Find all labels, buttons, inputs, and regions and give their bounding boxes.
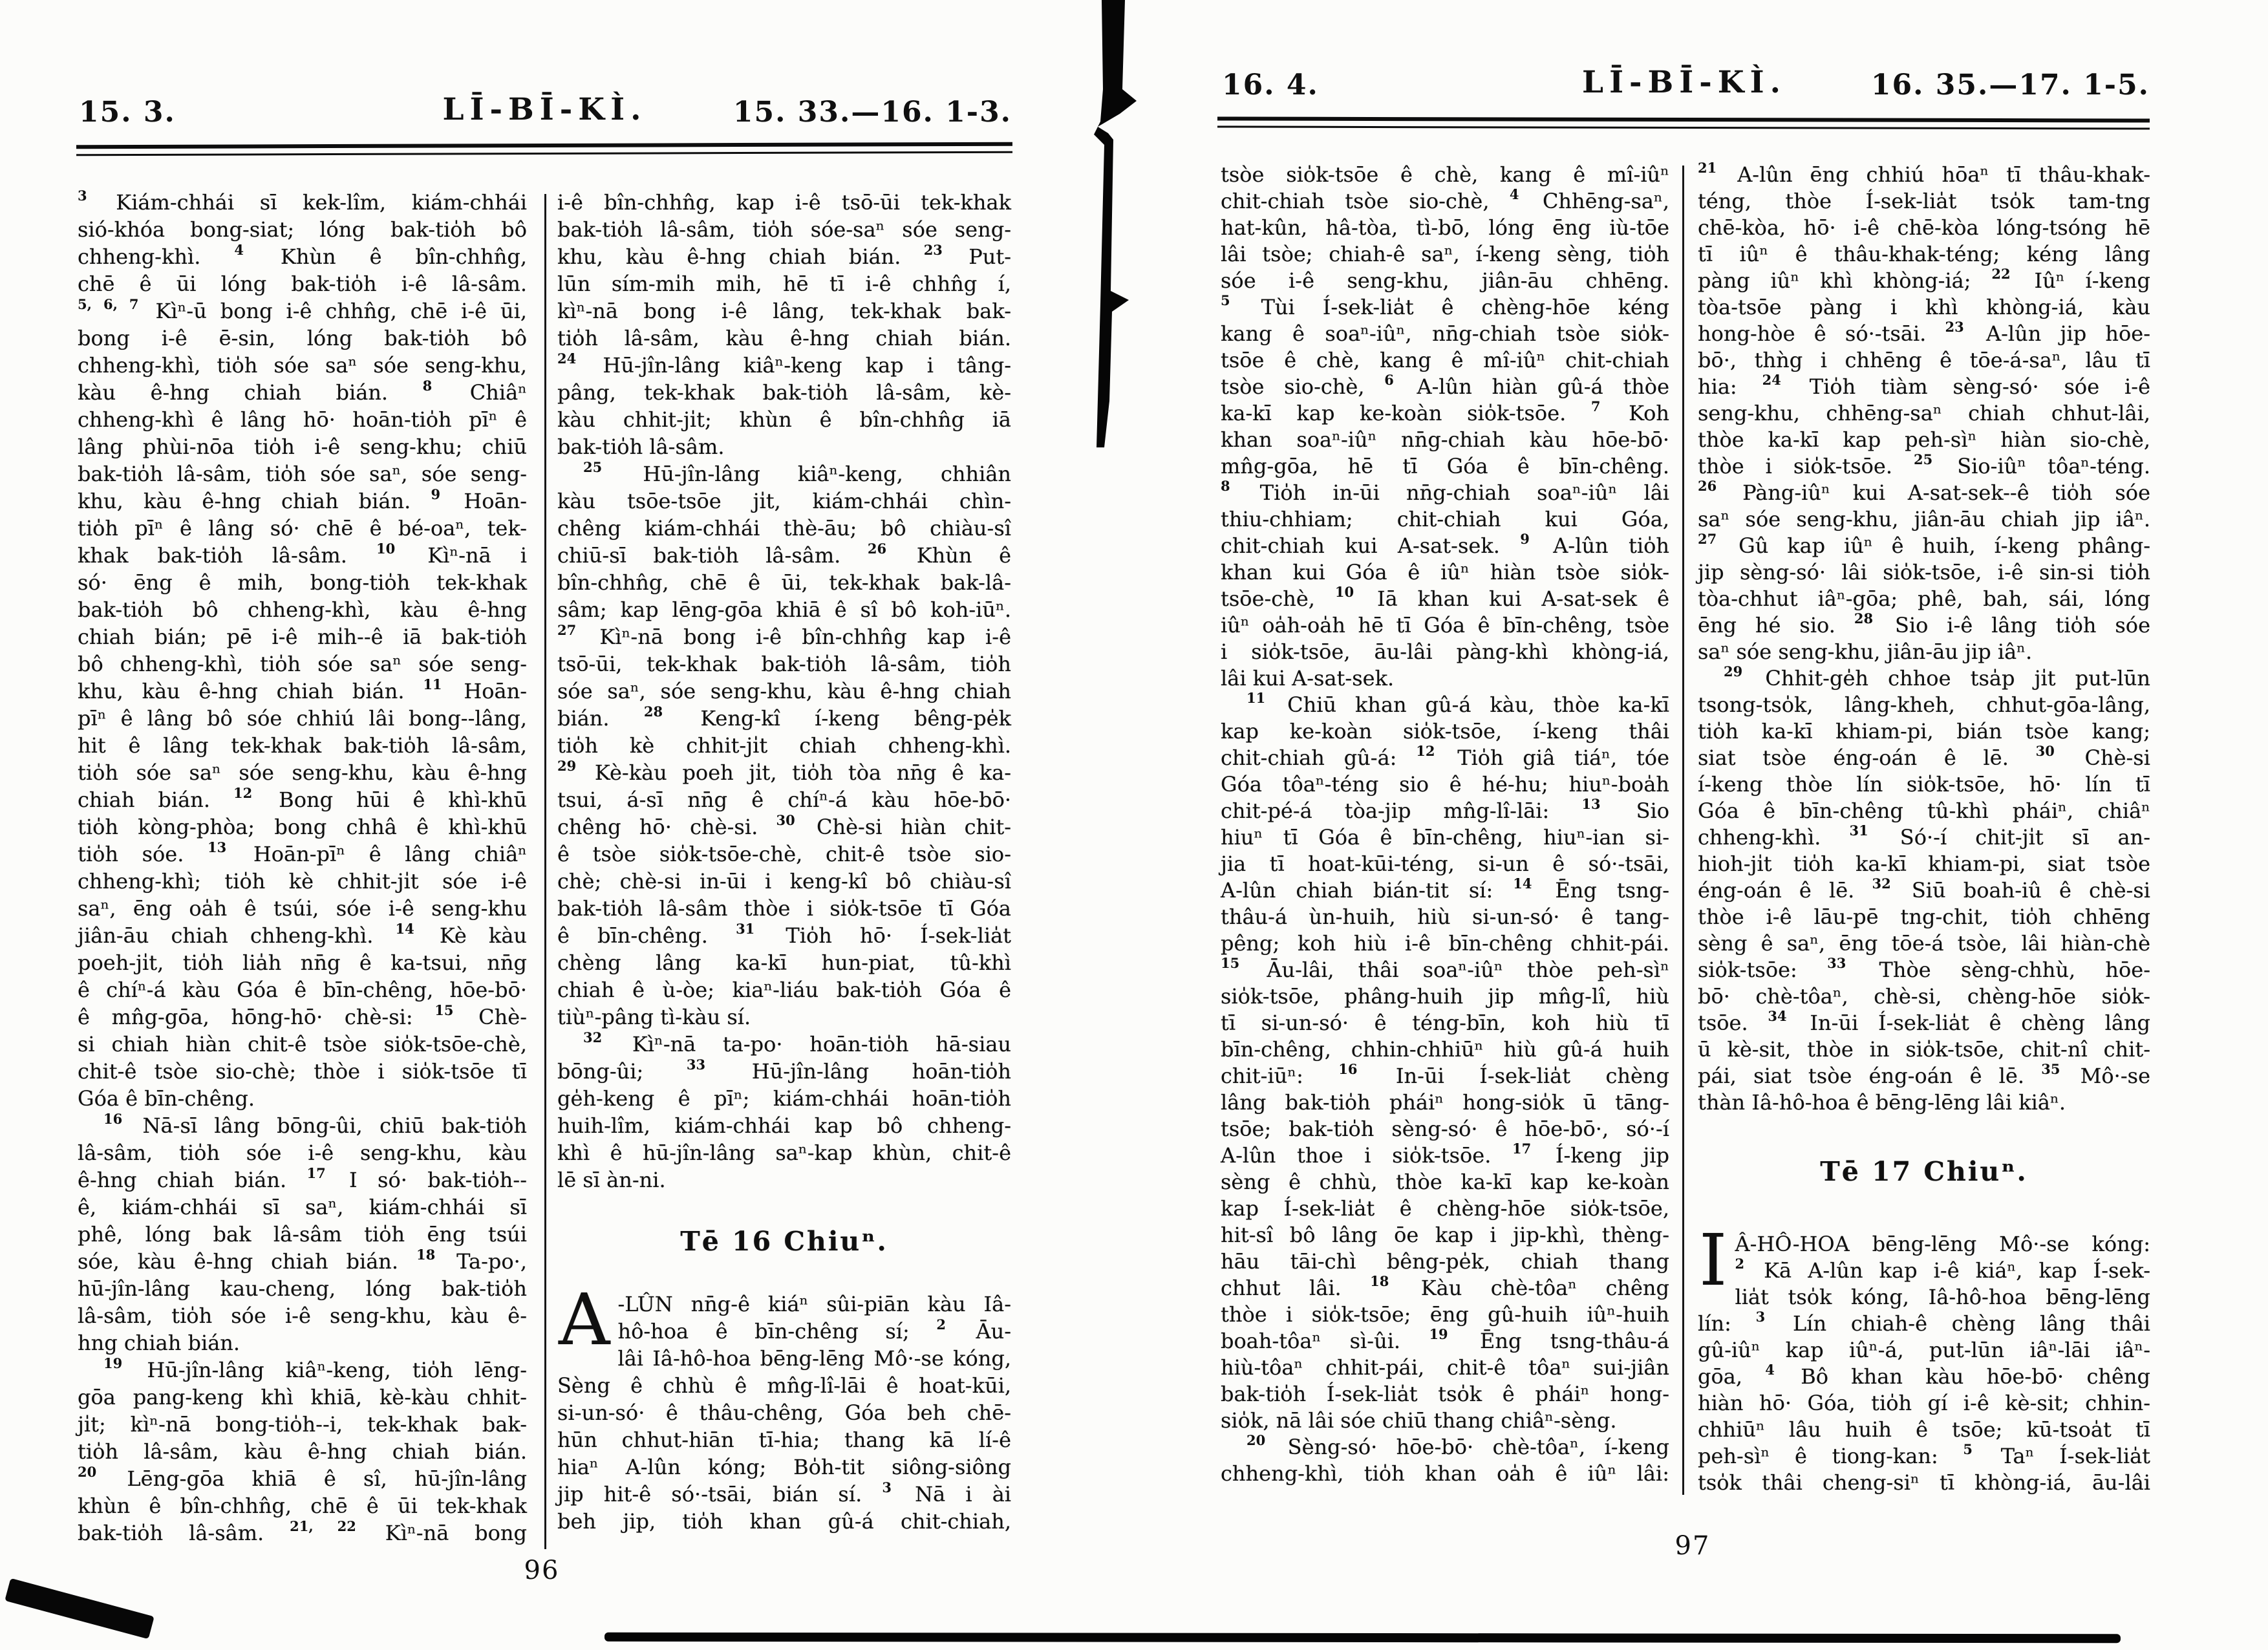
text-line: ka-kī kap ke-koàn sio̍k-tsōe. $^7$ Koh bbox=[1221, 398, 1669, 425]
text-line: A-lûn thoe i sio̍k-tsōe. $^{17}$ Í-keng jip bbox=[1221, 1141, 1669, 1168]
verse-number: 12 bbox=[233, 785, 253, 802]
text-line: kàu chhit-ji̍t; khùn ê bîn-chhn̂g iā bbox=[557, 407, 1011, 432]
text-line: $^2$ Kā A-lûn kap i-ê kiáⁿ, kap Í-sek- bbox=[1735, 1256, 2150, 1283]
text-line: tsōe. $^{34}$ In-ūi Í-sek-lia̍t ê chèng lâng bbox=[1698, 1008, 2151, 1035]
text-line: $^{11}$ Chiū khan gû-á kàu, thòe ka-kī bbox=[1246, 690, 1669, 717]
verse-number: 27 bbox=[1698, 531, 1717, 548]
text-column bbox=[1698, 162, 2150, 1496]
text-line: $^{15}$ Āu-lâi, thâi soaⁿ-iûⁿ thòe peh-sìⁿ bbox=[1221, 955, 1669, 982]
text-line: Góa ê bīn-chêng tû-khì pháiⁿ, chiâⁿ bbox=[1698, 798, 2150, 823]
drop-cap: I bbox=[1699, 1219, 1728, 1302]
text-line: hng chiah bián. bbox=[78, 1331, 241, 1355]
text-line: chit-chiah tsòe sio-chè, $^4$ Chhēng-saⁿ, bbox=[1221, 186, 1669, 213]
text-column bbox=[557, 189, 1011, 1535]
verse-number: 2 bbox=[936, 1316, 946, 1333]
text-line: poeh-ji̍t, tio̍h lia̍h nn̄g ê ka-tsui, nn̄g bbox=[78, 950, 527, 975]
text-line: sio̍k-tsōe: $^{33}$ Thòe sèng-chhù, hōe- bbox=[1698, 955, 2151, 982]
text-line: lia̍t tso̍k kóng, Iâ-hô-hoa bēng-lēng bbox=[1735, 1285, 2150, 1309]
text-line: sóe i-ê seng-khu, jiân-āu chhēng. bbox=[1221, 268, 1669, 293]
verse-number: 24 bbox=[1762, 372, 1781, 389]
text-line: kang ê soaⁿ-iûⁿ, nn̄g-chiah tsòe sio̍k- bbox=[1221, 321, 1669, 346]
text-line: tsòe sio-chè, $^6$ A-lûn hiàn gû-á thòe bbox=[1221, 372, 1670, 399]
text-line: chē-kòa, hō· i-ê chē-kòa lóng-tsóng hē bbox=[1698, 215, 2150, 240]
scan-edge-artifact bbox=[604, 1633, 2121, 1643]
verse-number: 28 bbox=[643, 703, 663, 720]
verse-number: 25 bbox=[1914, 451, 1933, 468]
chapter-opening bbox=[1698, 1219, 2151, 1496]
verse-number: 33 bbox=[686, 1056, 706, 1073]
text-line: $^{25}$ Hū-jîn-lâng kiâⁿ-keng, chhiân bbox=[583, 459, 1011, 486]
chapter-opening bbox=[557, 1278, 1012, 1535]
text-line: siat tsòe éng-oán ê lē. $^{30}$ Chè-si bbox=[1698, 743, 2151, 770]
text-line: tio̍h kè chhit-ji̍t chiah chheng-khì. bbox=[557, 733, 1011, 758]
verse-number: 14 bbox=[1513, 875, 1532, 892]
text-line: sâm; kap lēng-gōa khiā ê sî bô koh-iūⁿ. bbox=[557, 597, 1011, 622]
text-line: $^{29}$ Kè-kàu poeh ji̍t, tio̍h tòa nn̄g ê ka- bbox=[557, 758, 1011, 785]
text-line: chit-chiah kui A-sat-sek. $^9$ A-lûn tio̍h bbox=[1221, 531, 1670, 558]
text-line: $^{20}$ Lēng-gōa khiā ê sî, hū-jîn-lâng bbox=[78, 1464, 527, 1491]
text-line: Góa ê bīn-chêng. bbox=[78, 1086, 255, 1111]
text-line: Â-HÔ-HOA bēng-lēng Mô·-se kóng: bbox=[1735, 1232, 2150, 1256]
text-line: lâi tsòe; chiah-ê saⁿ, í-keng sèng, tio̍h bbox=[1221, 242, 1669, 266]
text-line: boah-tôaⁿ sì-ûi. $^{19}$ Ēng tsng-thâu-á bbox=[1221, 1326, 1670, 1353]
verse-number: 18 bbox=[1370, 1273, 1389, 1290]
text-line: lē sī àn-ni. bbox=[557, 1168, 666, 1192]
page-number: 97 bbox=[1674, 1531, 1711, 1561]
text-line: i sio̍k-tsōe, āu-lâi pàng-khì khòng-iá, bbox=[1221, 639, 1669, 664]
text-line: téng, thòe Í-sek-lia̍t tso̍k tam-tng bbox=[1698, 189, 2150, 213]
text-line: chheng-khì; tio̍h kè chhit-ji̍t sóe i-ê bbox=[78, 869, 527, 894]
text-line: chhut lâi. $^{18}$ Kàu chè-tôaⁿ chêng bbox=[1221, 1273, 1669, 1300]
text-line: mn̂g-gōa, hē tī Góa ê bīn-chêng. bbox=[1221, 454, 1669, 478]
text-line: khu, kàu ê-hng chiah bián. $^{11}$ Hoān- bbox=[78, 676, 528, 703]
text-line: hia: $^{24}$ Tio̍h tiàm sèng-só· sóe i-ê bbox=[1698, 372, 2151, 399]
text-line: $^{29}$ Chhit-ge̍h chhoe tsa̍p ji̍t put-lūn bbox=[1724, 663, 2150, 691]
text-line: tiùⁿ-pâng tì-kàu sí. bbox=[557, 1005, 751, 1029]
text-line: chè; chè-si in-ūi i keng-kî bô chiàu-sî bbox=[557, 869, 1011, 894]
text-line: chheng-khì, tio̍h sóe saⁿ sóe seng-khu, bbox=[78, 353, 527, 378]
verse-number: 18 bbox=[416, 1247, 436, 1263]
text-line: sio̍k-tsōe, phâng-huih jip mn̂g-lî, hiù bbox=[1221, 984, 1669, 1009]
text-line: pêng; koh hiù i-ê bīn-chêng chhit-pái. bbox=[1221, 931, 1669, 956]
text-line: sóe, kàu ê-hng chiah bián. $^{18}$ Ta-po·, bbox=[78, 1247, 528, 1274]
text-line: lâ-sâm, tio̍h sóe i-ê seng-khu, kàu ê- bbox=[78, 1303, 527, 1328]
text-line: ēng hé sio. $^{28}$ Sio i-ê lâng tio̍h sóe bbox=[1698, 610, 2150, 638]
text-line: tio̍h ka-kī khiam-pi, bián tsòe kang; bbox=[1698, 719, 2150, 744]
text-line: tòa-tsōe pàng i khì khòng-iá, kàu bbox=[1698, 295, 2150, 319]
verse-number: 26 bbox=[867, 541, 887, 557]
verse-number: 12 bbox=[1416, 743, 1435, 760]
verse-number: 9 bbox=[1520, 531, 1530, 548]
text-line: sóe saⁿ, sóe seng-khu, kàu ê-hng chiah bbox=[557, 679, 1011, 703]
book-spine-shadow bbox=[1068, 0, 1159, 491]
text-line: ge̍h-keng ê pīⁿ; kiám-chhái hoān-tio̍h bbox=[557, 1086, 1011, 1111]
verse-number: 5, 6, 7 bbox=[78, 296, 139, 313]
text-line: pái, siat tsòe éng-oán ê lē. $^{35}$ Mô·-se bbox=[1698, 1061, 2151, 1088]
text-line: chit-iūⁿ: $^{16}$ In-ūi Í-sek-lia̍t chèng bbox=[1221, 1061, 1670, 1088]
verse-number: 7 bbox=[1590, 398, 1601, 415]
verse-number: 25 bbox=[583, 459, 603, 476]
text-line: bak-tio̍h Í-sek-lia̍t tso̍k ê pháiⁿ hong- bbox=[1221, 1382, 1669, 1406]
text-line: lūn sím-mi̍h mi̍h, hē tī i-ê chhn̂g í, bbox=[557, 272, 1011, 296]
text-line: lâi kui A-sat-sek. bbox=[1221, 666, 1395, 691]
verse-number: 14 bbox=[395, 921, 414, 938]
text-column bbox=[78, 189, 527, 1547]
text-line: thiu-chhiam; chit-chiah kui Góa, bbox=[1221, 507, 1669, 531]
text-line: jip sèng-só· lâi sio̍k-tsōe, i-ê sin-si tio̍h bbox=[1698, 560, 2150, 584]
text-line: hat-kûn, hâ-tòa, tì-bō, lóng ēng iù-tōe bbox=[1221, 215, 1669, 240]
verse-number: 31 bbox=[736, 921, 755, 938]
text-line: gû-iûⁿ kap iûⁿ-á, put-lūn iâⁿ-lāi iâⁿ- bbox=[1698, 1338, 2150, 1362]
text-line: chiah bián. $^{12}$ Bong hūi ê khì-khū bbox=[78, 785, 527, 812]
text-line: chèng lâng ka-kī hun-piat, tû-khì bbox=[557, 950, 1011, 975]
page-number: 96 bbox=[524, 1556, 560, 1585]
text-line: $^{26}$ Pàng-iûⁿ kui A-sat-sek--ê tio̍h sóe bbox=[1698, 478, 2150, 505]
text-line: $^5$ Tùi Í-sek-lia̍t ê chèng-hōe kéng bbox=[1221, 292, 1669, 319]
text-line: bak-tio̍h lâ-sâm, tio̍h sóe saⁿ, sóe seng- bbox=[78, 462, 527, 486]
verse-number: 11 bbox=[1246, 690, 1266, 707]
text-line: hong-hòe ê só·-tsāi. $^{23}$ A-lûn jip hōe- bbox=[1698, 319, 2150, 346]
text-line: $^{24}$ Hū-jîn-lâng kiâⁿ-keng kap i tâng- bbox=[557, 350, 1011, 378]
verse-number: 30 bbox=[2035, 743, 2055, 760]
text-line: $^{21}$ A-lûn ēng chhiú hōaⁿ tī thâu-khak- bbox=[1698, 160, 2150, 187]
verse-number: 6 bbox=[1384, 372, 1394, 389]
text-line: tio̍h lâ-sâm, kàu ê-hng chiah bián. bbox=[78, 1439, 527, 1464]
verse-number: 4 bbox=[1509, 186, 1519, 203]
verse-number: 27 bbox=[557, 622, 577, 639]
text-line: phê, lóng bak lâ-sâm tio̍h ēng tsúi bbox=[78, 1222, 527, 1247]
verse-number: 2 bbox=[1735, 1256, 1745, 1272]
column-divider bbox=[544, 194, 546, 1549]
text-line: ê bīn-chêng. $^{31}$ Tio̍h hō· Í-sek-lia̍t bbox=[557, 921, 1012, 948]
verse-number: 33 bbox=[1827, 955, 1846, 972]
text-line: bō·, thǹg i chhēng ê tōe-á-saⁿ, lâu tī bbox=[1698, 348, 2150, 372]
text-line: chiū-sī bak-tio̍h lâ-sâm. $^{26}$ Khùn ê bbox=[557, 541, 1012, 568]
text-line: tsōe-chè, $^{10}$ Iā khan kui A-sat-sek ê bbox=[1221, 584, 1670, 611]
text-line: chheng-khì ê lâng hō· hoān-tio̍h pīⁿ ê bbox=[78, 407, 527, 432]
text-line: beh jip, tio̍h khan gû-á chit-chiah, bbox=[557, 1509, 1011, 1534]
verse-number: 21, 22 bbox=[290, 1518, 356, 1535]
text-line: tsong-tso̍k, lâng-kheh, chhut-gōa-lâng, bbox=[1698, 692, 2150, 717]
text-line: iûⁿ oa̍h-oa̍h hē tī Góa ê bīn-chêng, tsòe bbox=[1221, 613, 1669, 638]
text-line: khan kui Góa ê iûⁿ hiàn tsòe sio̍k- bbox=[1221, 560, 1669, 584]
text-line: chêng kiám-chhái thè-āu; bô chiàu-sî bbox=[557, 516, 1011, 541]
text-line: bak-tio̍h bô chheng-khì, kàu ê-hng bbox=[78, 597, 527, 622]
text-line: A-lûn chiah bián-tit sí: $^{14}$ Ēng tsng- bbox=[1221, 875, 1670, 903]
text-line: ê chíⁿ-á kàu Góa ê bīn-chêng, hōe-bō· bbox=[78, 978, 527, 1002]
text-line: bîn-chhn̂g, chē ê ūi, tek-khak bak-lâ- bbox=[557, 570, 1011, 595]
verse-ref-right: 16. 35.—17. 1-5. bbox=[1870, 69, 2150, 102]
verse-number: 23 bbox=[1945, 319, 1964, 336]
text-line: khu, kàu ê-hng chiah bián. $^{23}$ Put- bbox=[557, 242, 1012, 269]
verse-number: 20 bbox=[1246, 1432, 1266, 1449]
text-line: hô-hoa ê bīn-chêng sí; $^2$ Āu- bbox=[617, 1316, 1012, 1344]
text-line: bō· chè-tôaⁿ, chè-si, chèng-hōe sio̍k- bbox=[1698, 984, 2150, 1009]
text-line: thàn Iâ-hô-hoa ê bēng-lēng lâi kiâⁿ. bbox=[1698, 1090, 2066, 1115]
text-line: kap Í-sek-lia̍t ê chèng-hōe sio̍k-tsōe, bbox=[1221, 1196, 1669, 1221]
text-line: $^{20}$ Sèng-só· hōe-bō· chè-tôaⁿ, í-keng bbox=[1246, 1432, 1669, 1459]
text-line: ê, kiám-chhái sī saⁿ, kiám-chhái sī bbox=[78, 1195, 527, 1219]
text-line: pīⁿ ê lâng bô sóe chhiú lâi bong--lâng, bbox=[78, 706, 527, 731]
text-line: í-keng thòe lín sio̍k-tsōe, hō· lín tī bbox=[1698, 772, 2150, 797]
text-line: gōa, $^4$ Bô khan kàu hōe-bō· chêng bbox=[1698, 1362, 2151, 1389]
text-line: saⁿ, ēng oa̍h ê tsúi, sóe i-ê seng-khu bbox=[78, 896, 527, 921]
verse-number: 3 bbox=[1755, 1309, 1766, 1325]
verse-number: 13 bbox=[1581, 796, 1601, 813]
text-line: si-un-só· ê thâu-chêng, Góa beh chē- bbox=[557, 1400, 1011, 1425]
verse-number: 23 bbox=[923, 242, 943, 259]
verse-number: 35 bbox=[2041, 1061, 2060, 1078]
text-line: hiuⁿ tī Góa ê bīn-chêng, hiuⁿ-ian si- bbox=[1221, 825, 1669, 850]
text-line: khak bak-tio̍h lâ-sâm. $^{10}$ Kìⁿ-nā i bbox=[78, 541, 528, 568]
verse-number: 17 bbox=[306, 1165, 326, 1182]
text-line: hit ê lâng tek-khak bak-tio̍h lâ-sâm, bbox=[78, 733, 527, 758]
text-line: bián. $^{28}$ Keng-kî í-keng bêng-pe̍k bbox=[557, 703, 1011, 731]
verse-number: 30 bbox=[776, 812, 795, 829]
text-line: jiân-āu chiah chheng-khì. $^{14}$ Kè kàu bbox=[78, 921, 528, 948]
text-line: tsōe; bak-tio̍h sèng-só· ê hōe-bō·, só·-í bbox=[1221, 1117, 1669, 1141]
text-line: kap ke-koàn sio̍k-tsōe, í-keng thâi bbox=[1221, 719, 1669, 744]
text-line: chheng-khì. $^{31}$ Só·-í chit-ji̍t sī an- bbox=[1698, 822, 2151, 850]
text-line: saⁿ sóe seng-khu, jiân-āu jip iâⁿ. bbox=[1698, 639, 2033, 664]
text-line: Góa tôaⁿ-téng sio ê hé-hu; hiuⁿ-boa̍h bbox=[1221, 772, 1669, 797]
verse-ref-right: 15. 33.—16. 1-3. bbox=[733, 96, 1012, 129]
text-line: chêng hō· chè-si. $^{30}$ Chè-si hiàn chit- bbox=[557, 812, 1012, 839]
text-line: ê mn̂g-gōa, hōng-hō· chè-si: $^{15}$ Chè- bbox=[78, 1002, 528, 1029]
text-line: $^{27}$ Kìⁿ-nā bong i-ê bîn-chhn̂g kap i-ê bbox=[557, 622, 1011, 649]
text-line: gōa pang-keng khì khiā, kè-kàu chhit- bbox=[78, 1385, 527, 1409]
verse-number: 31 bbox=[1849, 822, 1868, 839]
verse-number: 32 bbox=[1872, 875, 1891, 892]
text-line: ji̍t; kìⁿ-nā bong-tio̍h--i, tek-khak bak- bbox=[78, 1412, 527, 1437]
verse-number: 16 bbox=[103, 1111, 123, 1128]
text-line: sèng ê chhù, thòe ka-kī kap ke-koàn bbox=[1221, 1170, 1669, 1194]
text-line: tòa-chhut iâⁿ-gōa; phê, bah, sái, lóng bbox=[1698, 586, 2150, 611]
verse-number: 11 bbox=[423, 676, 442, 693]
verse-number: 29 bbox=[1724, 663, 1743, 680]
verse-number: 15 bbox=[1221, 955, 1240, 972]
text-line: hiù-tôaⁿ chhit-pái, chit-ê tôaⁿ sui-jiân bbox=[1221, 1355, 1669, 1380]
verse-number: 17 bbox=[1512, 1141, 1532, 1157]
text-line: khùn ê bîn-chhn̂g, chē ê ūi tek-khak bbox=[78, 1494, 527, 1518]
text-line: hiaⁿ A-lûn kóng; Bo̍h-tit siông-siông bbox=[557, 1455, 1011, 1479]
text-line: chiah bián; pē i-ê mi̍h--ê iā bak-tio̍h bbox=[78, 625, 527, 649]
text-line: $^{5, 6, 7}$ Kìⁿ-ū bong i-ê chhn̂g, chē i-ê ūi, bbox=[78, 296, 527, 323]
verse-number: 21 bbox=[1698, 160, 1717, 177]
text-line: hūn chhut-hiān tī-hia; thang kā lí-ê bbox=[557, 1428, 1011, 1452]
text-line: pàng iûⁿ khì khòng-iá; $^{22}$ Iûⁿ í-keng bbox=[1698, 266, 2151, 293]
text-line: chheng-khì. $^4$ Khùn ê bîn-chhn̂g, bbox=[78, 242, 528, 269]
text-line: i-ê bîn-chhn̂g, kap i-ê tsō-ūi tek-khak bbox=[557, 190, 1011, 215]
text-line: jia tī hoat-kūi-téng, si-un ê só·-tsāi, bbox=[1221, 852, 1669, 876]
text-line: thâu-á ùn-huih, hiù si-un-só· ê tang- bbox=[1221, 905, 1669, 929]
text-line: $^{19}$ Hū-jîn-lâng kiâⁿ-keng, tio̍h lēng- bbox=[103, 1355, 527, 1382]
text-line: bak-tio̍h lâ-sâm. $^{21, 22}$ Kìⁿ-nā bong bbox=[78, 1518, 527, 1545]
text-line: sio̍k, nā lâi sóe chiū thang chiâⁿ-sèng. bbox=[1221, 1408, 1617, 1433]
chapter-heading: Tē 17 Chiuⁿ. bbox=[1820, 1156, 2028, 1187]
text-line: chhiūⁿ lâu huih ê tsōe; kū-tsoa̍t tī bbox=[1698, 1417, 2150, 1442]
text-line: $^{27}$ Gû kap iûⁿ ê huih, í-keng phâng- bbox=[1698, 531, 2150, 558]
text-line: jip hit-ê só·-tsāi, bián sí. $^3$ Nā i ài bbox=[557, 1479, 1012, 1506]
text-line: $^3$ Kiám-chhái sī kek-lîm, kiám-chhái bbox=[78, 188, 527, 215]
text-line: tsō-ūi, tek-khak bak-tio̍h lâ-sâm, tio̍h bbox=[557, 652, 1011, 676]
verse-number: 15 bbox=[434, 1002, 454, 1019]
text-line: peh-sìⁿ ê tiong-kan: $^5$ Taⁿ Í-sek-lia̍t bbox=[1698, 1441, 2151, 1468]
verse-number: 28 bbox=[1854, 610, 1874, 627]
verse-number: 13 bbox=[208, 839, 227, 856]
text-line: si chiah hiàn chit-ê tsòe sio̍k-tsōe-chè, bbox=[78, 1032, 527, 1056]
verse-number: 22 bbox=[1991, 266, 2011, 283]
text-line: $^{16}$ Nā-sī lâng bōng-ûi, chiū bak-tio̍h bbox=[103, 1111, 527, 1138]
text-line: éng-oán ê lē. $^{32}$ Siū boah-iû ê chè-si bbox=[1698, 875, 2151, 903]
verse-number: 34 bbox=[1768, 1008, 1787, 1025]
text-line: tsōe ê chè, kang ê mî-iûⁿ chit-chiah bbox=[1221, 348, 1669, 372]
text-line: hū-jîn-lâng kau-cheng, lóng bak-tio̍h bbox=[78, 1276, 527, 1301]
verse-number: 32 bbox=[583, 1029, 603, 1046]
text-line: thòe i sio̍k-tsōe; ēng gû-huih iûⁿ-huih bbox=[1221, 1302, 1669, 1327]
text-line: chiah ê ù-òe; kiaⁿ-liáu bak-tio̍h Góa ê bbox=[557, 978, 1011, 1002]
text-line: lâ-sâm, tio̍h sóe i-ê seng-khu, kàu bbox=[78, 1141, 527, 1165]
text-line: tsòe sio̍k-tsōe ê chè, kang ê mî-iûⁿ bbox=[1221, 162, 1669, 187]
text-line: tso̍k thâi cheng-siⁿ tī khòng-iá, āu-lâi bbox=[1698, 1470, 2150, 1495]
text-line: saⁿ sóe seng-khu, jiân-āu chiah jip iâⁿ. bbox=[1698, 507, 2150, 531]
verse-number: 29 bbox=[557, 758, 577, 775]
text-line: tsui, á-sī nn̄g ê chíⁿ-á kàu hōe-bō· bbox=[557, 788, 1011, 812]
text-line: hioh-ji̍t tio̍h ka-kī khiam-pi, siat tsòe bbox=[1698, 852, 2150, 876]
text-line: $^{32}$ Kìⁿ-nā ta-po· hoān-tio̍h hā-siau bbox=[583, 1029, 1011, 1056]
header-rule bbox=[76, 142, 1012, 156]
text-line: tio̍h pīⁿ ê lâng só· chē ê bé-oaⁿ, tek- bbox=[78, 516, 527, 541]
chapter-heading: Tē 16 Chiuⁿ. bbox=[680, 1226, 888, 1257]
text-line: chit-pé-á tòa-jip mn̂g-lî-lāi: $^{13}$ Sio bbox=[1221, 796, 1670, 823]
text-line: pâng, tek-khak bak-tio̍h lâ-sâm, kè- bbox=[557, 380, 1011, 405]
text-line: bak-tio̍h lâ-sâm. bbox=[557, 434, 725, 459]
text-line: tī iûⁿ ê thâu-khak-téng; kéng lâng bbox=[1698, 242, 2150, 266]
text-line: kàu tsōe-tsōe ji̍t, kiám-chhái chìn- bbox=[557, 489, 1011, 513]
text-line: ê tsòe sio̍k-tsōe-chè, chit-ê tsòe sio- bbox=[557, 842, 1011, 866]
text-line: -LÛN nn̄g-ê kiáⁿ sûi-piān kàu Iâ- bbox=[617, 1292, 1011, 1316]
text-line: lín: $^3$ Lín chiah-ê chèng lâng thâi bbox=[1698, 1309, 2151, 1336]
text-line: hit-sî bô lâng ōe kap i jip-khì, thèng- bbox=[1221, 1223, 1669, 1247]
text-line: tī si-un-só· ê téng-bīn, koh hiù tī bbox=[1221, 1011, 1669, 1035]
verse-number: 16 bbox=[1338, 1061, 1358, 1078]
verse-number: 5 bbox=[1963, 1441, 1973, 1458]
text-line: Sèng ê chhù ê mn̂g-lî-lāi ê hoat-kūi, bbox=[557, 1373, 1011, 1398]
text-line: chit-chiah gû-á: $^{12}$ Tio̍h giâ tiáⁿ, tóe bbox=[1221, 743, 1670, 770]
column-divider bbox=[1682, 166, 1684, 1495]
text-line: sió-khóa bong-siat; lóng bak-tio̍h bô bbox=[78, 217, 527, 242]
text-line: chē ê ūi lóng bak-tio̍h i-ê lâ-sâm. bbox=[78, 272, 527, 296]
verse-number: 20 bbox=[78, 1464, 97, 1481]
verse-number: 3 bbox=[882, 1479, 892, 1496]
text-line: hāu tāi-chì bêng-pe̍k, chiah thang bbox=[1221, 1249, 1669, 1274]
verse-number: 10 bbox=[1334, 584, 1354, 601]
text-line: kàu ê-hng chiah bián. $^8$ Chiâⁿ bbox=[78, 378, 528, 405]
text-line: bô chheng-khì, tio̍h sóe saⁿ sóe seng- bbox=[78, 652, 527, 676]
text-line: bak-tio̍h lâ-sâm thòe i sio̍k-tsōe tī Góa bbox=[557, 896, 1011, 921]
text-line: só· ēng ê mi̍h, bong-tio̍h tek-khak bbox=[78, 570, 527, 595]
verse-number: 4 bbox=[234, 242, 244, 259]
text-line: $^8$ Tio̍h in-ūi nn̄g-chiah soaⁿ-iûⁿ lâi bbox=[1221, 478, 1669, 505]
verse-number: 10 bbox=[376, 541, 396, 557]
verse-number: 3 bbox=[78, 188, 87, 204]
text-line: thòe i sio̍k-tsōe. $^{25}$ Sio-iûⁿ tôaⁿ-téng. bbox=[1698, 451, 2151, 478]
verse-number: 4 bbox=[1765, 1362, 1775, 1378]
verse-number: 19 bbox=[103, 1355, 123, 1372]
scan-corner-artifact bbox=[5, 1578, 154, 1639]
text-line: hiàn hō· Góa, tio̍h gí i-ê kè-sit; chhin- bbox=[1698, 1391, 2150, 1415]
text-column bbox=[1221, 162, 1669, 1487]
verse-number: 9 bbox=[431, 486, 441, 503]
text-line: tio̍h sóe saⁿ sóe seng-khu, kàu ê-hng bbox=[78, 760, 527, 785]
text-line: lâng bak-tio̍h pháiⁿ hong-sio̍k ū tāng- bbox=[1221, 1090, 1669, 1115]
text-line: thòe ka-kī kap peh-sìⁿ hiàn sio-chè, bbox=[1698, 427, 2150, 452]
verse-number: 8 bbox=[1221, 478, 1230, 495]
text-line: khu, kàu ê-hng chiah bián. $^9$ Hoān- bbox=[78, 486, 528, 513]
text-line: lâi Iâ-hô-hoa bēng-lēng Mô·-se kóng, bbox=[617, 1346, 1011, 1371]
text-line: tio̍h lâ-sâm, kàu ê-hng chiah bián. bbox=[557, 326, 1011, 350]
header-rule bbox=[1217, 116, 2150, 129]
text-line: tio̍h sóe. $^{13}$ Hoān-pīⁿ ê lâng chiâⁿ bbox=[78, 839, 528, 866]
text-line: seng-khu, chhēng-saⁿ chiah chhut-lâi, bbox=[1698, 401, 2150, 425]
text-line: thòe i-ê lāu-pē tng-chit, tio̍h chhēng bbox=[1698, 905, 2150, 929]
text-line: ū kè-sit, thòe in sio̍k-tsōe, chit-nî chit- bbox=[1698, 1037, 2150, 1062]
text-line: lâng phùi-nōa tio̍h i-ê seng-khu; chiū bbox=[78, 434, 527, 459]
running-title: LĪ-BĪ-KÌ. bbox=[442, 92, 647, 127]
text-line: bong i-ê ē-sin, lóng bak-tio̍h bô bbox=[78, 326, 527, 350]
text-line: sèng ê saⁿ, ēng tōe-á tsòe, lâi hiàn-chè bbox=[1698, 931, 2150, 956]
text-line: tio̍h kòng-phòa; bong chhâ ê khì-khū bbox=[78, 815, 527, 839]
verse-number: 24 bbox=[557, 350, 577, 367]
drop-cap: A bbox=[559, 1278, 610, 1361]
text-line: bīn-chêng, chhin-chhiūⁿ hiù gû-á huih bbox=[1221, 1037, 1669, 1062]
verse-ref-left: 15. 3. bbox=[79, 96, 176, 129]
running-title: LĪ-BĪ-KÌ. bbox=[1582, 65, 1786, 100]
text-line: ê-hng chiah bián. $^{17}$ I só· bak-tio̍h-- bbox=[78, 1165, 528, 1192]
verse-number: 26 bbox=[1698, 478, 1717, 495]
text-line: khì ê hū-jîn-lâng saⁿ-kap khùn, chit-ê bbox=[557, 1141, 1011, 1165]
text-line: chit-ê tsòe sio-chè; thòe i sio̍k-tsōe tī bbox=[78, 1059, 527, 1084]
text-line: kìⁿ-nā bong i-ê lâng, tek-khak bak- bbox=[557, 299, 1011, 323]
verse-number: 19 bbox=[1429, 1326, 1448, 1343]
text-line: bak-tio̍h lâ-sâm, tio̍h sóe-saⁿ sóe seng- bbox=[557, 217, 1011, 242]
verse-number: 8 bbox=[422, 378, 433, 394]
text-line: chheng-khì, tio̍h khan oa̍h ê iûⁿ lâi: bbox=[1221, 1461, 1669, 1486]
text-line: bōng-ûi; $^{33}$ Hū-jîn-lâng hoān-tio̍h bbox=[557, 1056, 1011, 1084]
text-line: khan soaⁿ-iûⁿ nn̄g-chiah kàu hōe-bō· bbox=[1221, 427, 1669, 452]
verse-number: 5 bbox=[1221, 292, 1230, 309]
verse-ref-left: 16. 4. bbox=[1222, 69, 1319, 102]
text-line: huih-lîm, kiám-chhái kap bô chheng- bbox=[557, 1113, 1011, 1138]
